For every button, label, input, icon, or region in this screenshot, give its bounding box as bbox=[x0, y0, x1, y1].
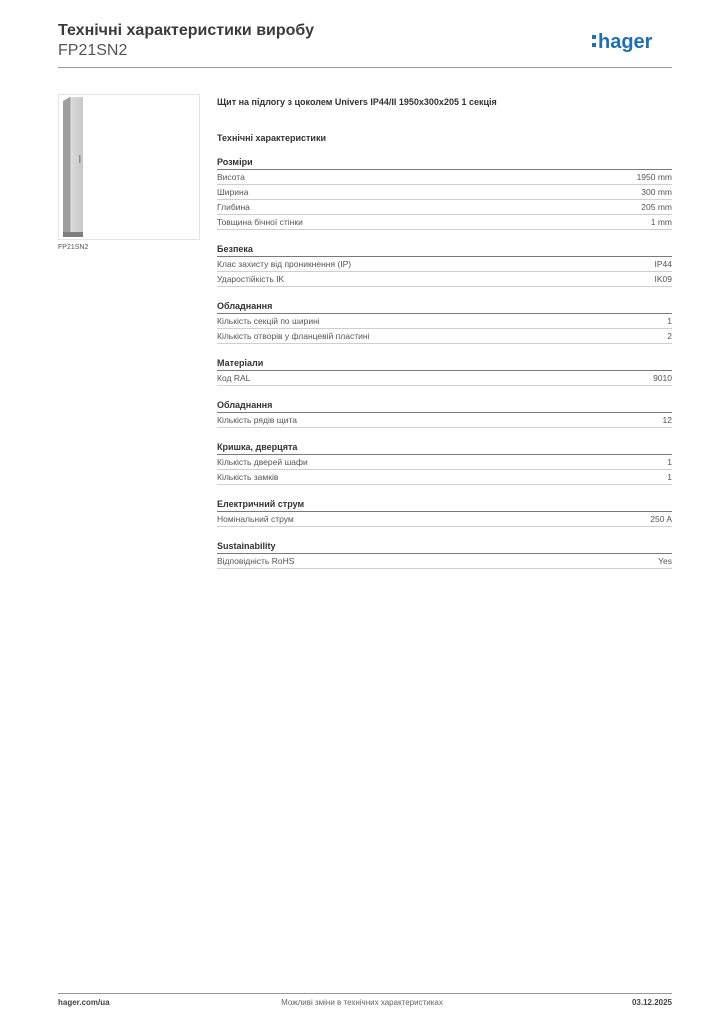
spec-group-dimensions bbox=[217, 156, 672, 230]
spec-label: Кількість дверей шафи bbox=[217, 457, 308, 467]
spec-label: Кількість секцій по ширині bbox=[217, 316, 320, 326]
spec-row bbox=[217, 554, 672, 569]
spec-label: Відповідність RoHS bbox=[217, 556, 295, 566]
product-code-subtitle: FP21SN2 bbox=[58, 42, 128, 59]
spec-value: IP44 bbox=[654, 259, 672, 269]
spec-label: Висота bbox=[217, 172, 245, 182]
page-title: Технічні характеристики виробу bbox=[58, 22, 314, 39]
spec-group-sustainability bbox=[217, 540, 672, 569]
spec-value: 1 bbox=[667, 457, 672, 467]
group-title: Електричний струм bbox=[217, 498, 672, 512]
spec-value: 1 bbox=[667, 472, 672, 482]
product-name: Щит на підлогу з цоколем Univers IP44/II 1950x300x205 1 секція bbox=[217, 97, 497, 107]
header-divider bbox=[58, 67, 672, 68]
spec-value: 250 A bbox=[650, 514, 672, 524]
spec-label: Кількість замків bbox=[217, 472, 279, 482]
footer-note: Можливі зміни в технічних характеристиках bbox=[281, 998, 443, 1007]
spec-label: Ударостійкість IK bbox=[217, 274, 285, 284]
page-header bbox=[58, 22, 672, 70]
group-title: Кришка, дверцята bbox=[217, 441, 672, 455]
spec-label: Ширина bbox=[217, 187, 249, 197]
spec-value: 205 mm bbox=[641, 202, 672, 212]
footer-divider bbox=[58, 993, 672, 994]
footer-date: 03.12.2025 bbox=[631, 998, 672, 1007]
spec-group-electric-current bbox=[217, 498, 672, 527]
group-title: Обладнання bbox=[217, 399, 672, 413]
spec-label: Товщина бічної стінки bbox=[217, 217, 303, 227]
floor-cabinet-illustration bbox=[59, 95, 199, 239]
spec-row bbox=[217, 185, 672, 200]
spec-content bbox=[217, 96, 672, 569]
spec-label: Кількість рядів щита bbox=[217, 415, 297, 425]
spec-row bbox=[217, 272, 672, 287]
spec-row bbox=[217, 371, 672, 386]
spec-value: IK09 bbox=[654, 274, 672, 284]
spec-value: 9010 bbox=[653, 373, 672, 383]
spec-row bbox=[217, 512, 672, 527]
spec-row bbox=[217, 455, 672, 470]
spec-row bbox=[217, 470, 672, 485]
group-title: Sustainability bbox=[217, 540, 672, 554]
spec-group-doors bbox=[217, 441, 672, 485]
spec-label: Код RAL bbox=[217, 373, 251, 383]
group-title: Розміри bbox=[217, 156, 672, 170]
spec-row bbox=[217, 200, 672, 215]
hager-logo bbox=[592, 29, 672, 53]
section-heading: Технічні характеристики bbox=[217, 133, 326, 143]
spec-value: 2 bbox=[667, 331, 672, 341]
spec-row bbox=[217, 215, 672, 230]
spec-row bbox=[217, 413, 672, 428]
footer-website-link[interactable]: hager.com/ua bbox=[58, 998, 110, 1007]
spec-value: 300 mm bbox=[641, 187, 672, 197]
group-title: Обладнання bbox=[217, 300, 672, 314]
spec-group-equipment-rows bbox=[217, 399, 672, 428]
spec-value: 1950 mm bbox=[636, 172, 672, 182]
spec-label: Глибина bbox=[217, 202, 250, 212]
spec-label: Номінальний струм bbox=[217, 514, 294, 524]
spec-group-materials bbox=[217, 357, 672, 386]
spec-value: 12 bbox=[662, 415, 672, 425]
group-title: Безпека bbox=[217, 243, 672, 257]
spec-row bbox=[217, 257, 672, 272]
spec-label: Клас захисту від проникнення (IP) bbox=[217, 259, 352, 269]
spec-label: Кількість отворів у фланцевій пластині bbox=[217, 331, 370, 341]
product-image-caption: FP21SN2 bbox=[58, 244, 89, 251]
svg-text:hager: hager bbox=[598, 31, 653, 53]
spec-row bbox=[217, 170, 672, 185]
spec-group-equipment bbox=[217, 300, 672, 344]
spec-value: 1 mm bbox=[650, 217, 672, 227]
spec-value: Yes bbox=[658, 556, 672, 566]
spec-value: 1 bbox=[667, 316, 672, 326]
product-image bbox=[58, 94, 200, 240]
spec-row bbox=[217, 329, 672, 344]
spec-row bbox=[217, 314, 672, 329]
group-title: Матеріали bbox=[217, 357, 672, 371]
spec-group-safety bbox=[217, 243, 672, 287]
